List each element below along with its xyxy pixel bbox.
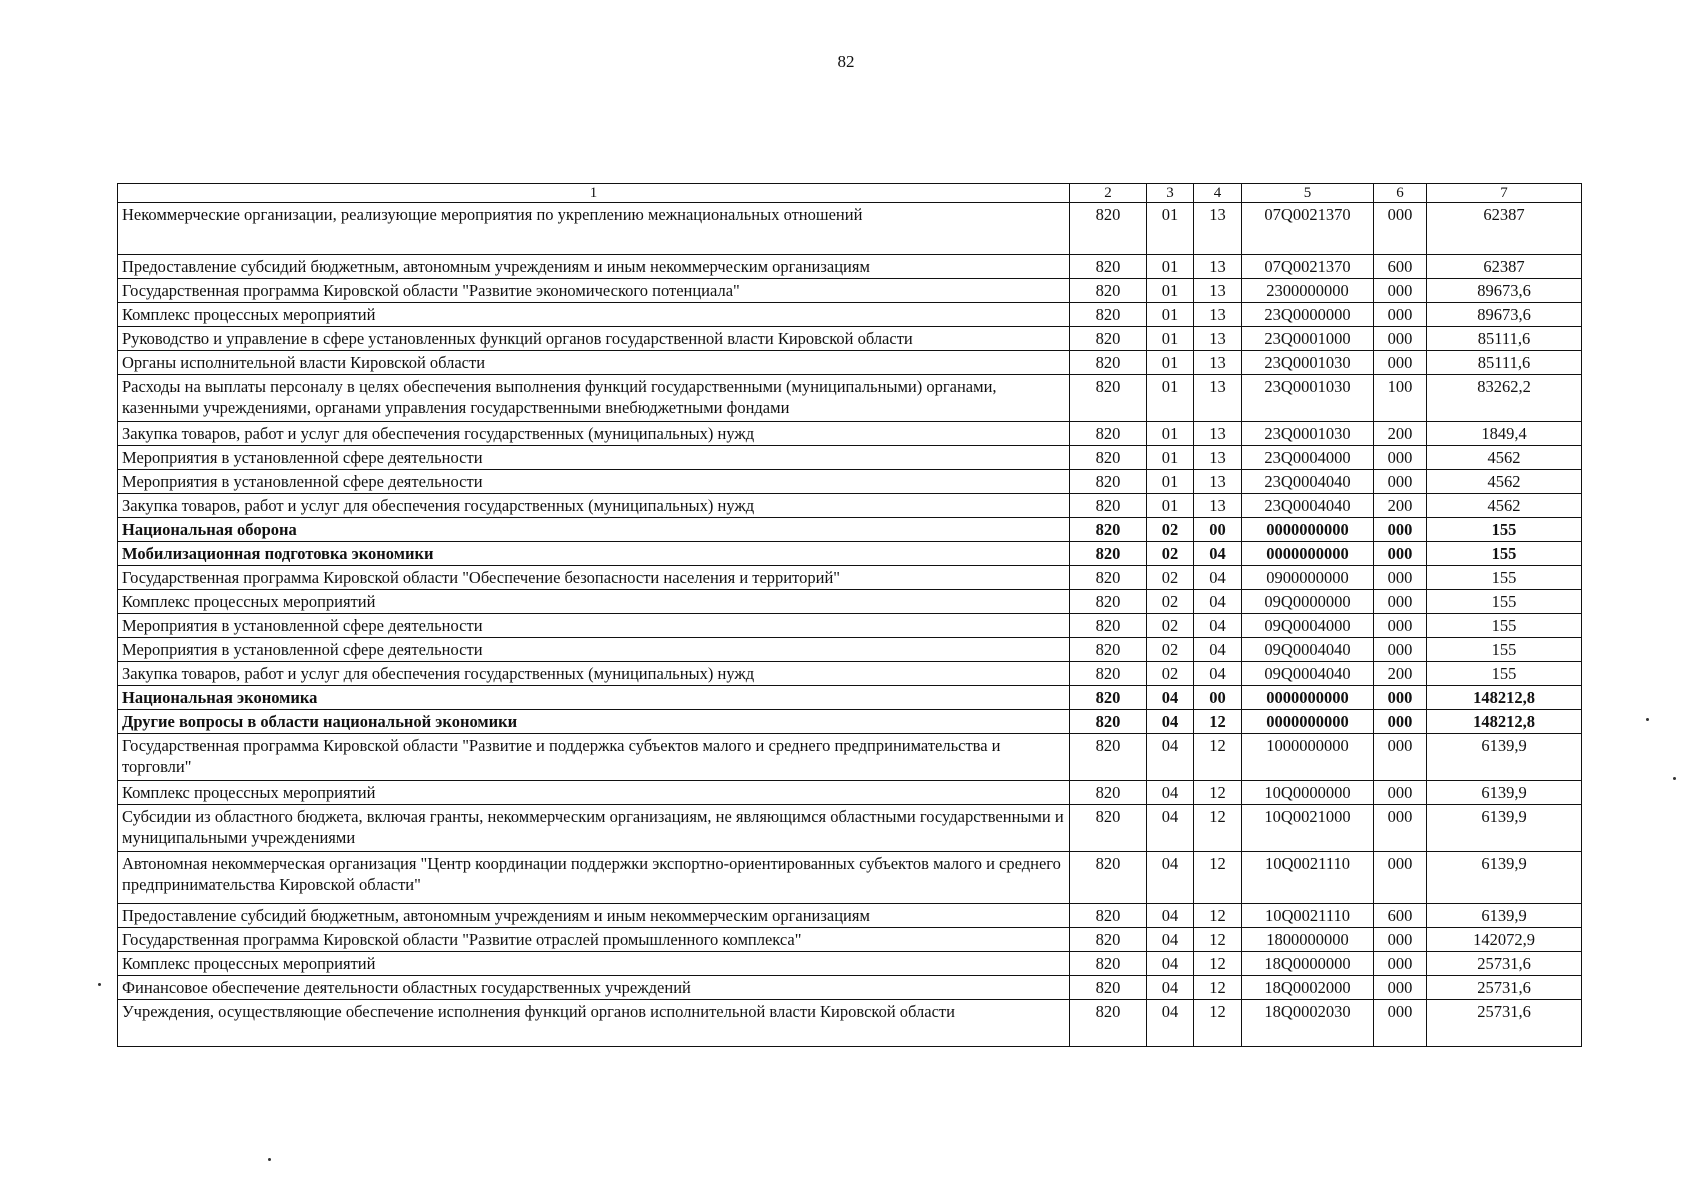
cell-col-5: 23Q0001000 [1242, 327, 1374, 351]
cell-col-5: 0000000000 [1242, 518, 1374, 542]
cell-col-5: 09Q0004000 [1242, 614, 1374, 638]
cell-col-2: 820 [1070, 203, 1147, 255]
cell-col-6: 000 [1374, 614, 1427, 638]
cell-col-2: 820 [1070, 976, 1147, 1000]
cell-col-4: 13 [1194, 203, 1242, 255]
cell-col-6: 000 [1374, 710, 1427, 734]
table-row [118, 734, 1582, 781]
cell-col-7: 155 [1427, 590, 1582, 614]
cell-col-4: 04 [1194, 542, 1242, 566]
cell-col-2: 820 [1070, 734, 1147, 781]
cell-col-3: 02 [1147, 662, 1194, 686]
cell-col-3: 04 [1147, 686, 1194, 710]
cell-col-6: 000 [1374, 203, 1427, 255]
cell-col-3: 04 [1147, 852, 1194, 904]
table-row [118, 662, 1582, 686]
cell-col-5: 23Q0004040 [1242, 494, 1374, 518]
cell-col-3: 04 [1147, 952, 1194, 976]
cell-col-3: 01 [1147, 422, 1194, 446]
cell-col-5: 09Q0004040 [1242, 662, 1374, 686]
cell-col-6: 000 [1374, 566, 1427, 590]
cell-col-3: 02 [1147, 638, 1194, 662]
cell-col-4: 12 [1194, 781, 1242, 805]
cell-col-2: 820 [1070, 518, 1147, 542]
cell-col-5: 1000000000 [1242, 734, 1374, 781]
cell-name: Закупка товаров, работ и услуг для обеспечения государственных (муниципальных) нужд [118, 422, 1070, 446]
cell-col-7: 148212,8 [1427, 686, 1582, 710]
cell-col-4: 04 [1194, 566, 1242, 590]
cell-col-3: 04 [1147, 928, 1194, 952]
cell-name: Государственная программа Кировской области "Развитие отраслей промышленного комплекса" [118, 928, 1070, 952]
cell-col-3: 04 [1147, 805, 1194, 852]
cell-col-7: 155 [1427, 566, 1582, 590]
cell-col-4: 13 [1194, 279, 1242, 303]
cell-name: Расходы на выплаты персоналу в целях обеспечения выполнения функций государственными (муниципальными) органами, казенными учреждениями, органами управления государственными внебюджетными фондами [118, 375, 1070, 422]
cell-col-6: 000 [1374, 805, 1427, 852]
cell-col-5: 23Q0000000 [1242, 303, 1374, 327]
cell-col-7: 25731,6 [1427, 976, 1582, 1000]
cell-col-2: 820 [1070, 928, 1147, 952]
cell-col-5: 1800000000 [1242, 928, 1374, 952]
cell-col-2: 820 [1070, 566, 1147, 590]
cell-col-7: 155 [1427, 638, 1582, 662]
cell-col-4: 13 [1194, 351, 1242, 375]
cell-name: Автономная некоммерческая организация "Центр координации поддержки экспортно-ориентированных субъектов малого и среднего предпринимательства Кировской области" [118, 852, 1070, 904]
table-row [118, 686, 1582, 710]
cell-col-3: 02 [1147, 614, 1194, 638]
cell-col-2: 820 [1070, 303, 1147, 327]
cell-col-7: 89673,6 [1427, 303, 1582, 327]
table-row [118, 710, 1582, 734]
budget-table [117, 183, 1582, 1047]
table-row [118, 375, 1582, 422]
table-row [118, 542, 1582, 566]
header-col-1: 1 [118, 184, 1070, 203]
cell-name: Государственная программа Кировской области "Развитие и поддержка субъектов малого и среднего предпринимательства и торговли" [118, 734, 1070, 781]
table-row [118, 928, 1582, 952]
cell-col-4: 04 [1194, 638, 1242, 662]
cell-name: Государственная программа Кировской области "Развитие экономического потенциала" [118, 279, 1070, 303]
cell-col-4: 12 [1194, 710, 1242, 734]
cell-col-3: 01 [1147, 203, 1194, 255]
cell-col-4: 12 [1194, 928, 1242, 952]
cell-col-7: 25731,6 [1427, 952, 1582, 976]
cell-col-6: 000 [1374, 303, 1427, 327]
cell-col-6: 000 [1374, 686, 1427, 710]
cell-col-4: 00 [1194, 686, 1242, 710]
cell-col-4: 12 [1194, 805, 1242, 852]
cell-col-7: 6139,9 [1427, 852, 1582, 904]
cell-col-3: 01 [1147, 351, 1194, 375]
cell-name: Комплекс процессных мероприятий [118, 952, 1070, 976]
cell-col-6: 000 [1374, 976, 1427, 1000]
table-row [118, 566, 1582, 590]
cell-col-4: 04 [1194, 614, 1242, 638]
cell-col-2: 820 [1070, 904, 1147, 928]
table-row [118, 904, 1582, 928]
cell-col-7: 4562 [1427, 470, 1582, 494]
cell-col-6: 600 [1374, 255, 1427, 279]
scan-speck [98, 983, 101, 986]
cell-col-7: 85111,6 [1427, 327, 1582, 351]
cell-col-5: 23Q0001030 [1242, 351, 1374, 375]
cell-col-2: 820 [1070, 422, 1147, 446]
cell-col-4: 13 [1194, 327, 1242, 351]
cell-col-4: 04 [1194, 662, 1242, 686]
cell-col-3: 02 [1147, 542, 1194, 566]
cell-name: Мероприятия в установленной сфере деятельности [118, 446, 1070, 470]
page-number: 82 [837, 52, 855, 71]
cell-col-6: 600 [1374, 904, 1427, 928]
table-row [118, 351, 1582, 375]
cell-col-3: 01 [1147, 494, 1194, 518]
cell-col-3: 04 [1147, 734, 1194, 781]
table-row [118, 494, 1582, 518]
cell-col-3: 01 [1147, 303, 1194, 327]
cell-col-3: 01 [1147, 255, 1194, 279]
table-row [118, 470, 1582, 494]
cell-col-2: 820 [1070, 638, 1147, 662]
table-row [118, 279, 1582, 303]
header-col-7: 7 [1427, 184, 1582, 203]
cell-col-6: 000 [1374, 928, 1427, 952]
cell-col-2: 820 [1070, 710, 1147, 734]
cell-col-6: 000 [1374, 351, 1427, 375]
cell-name: Закупка товаров, работ и услуг для обеспечения государственных (муниципальных) нужд [118, 662, 1070, 686]
cell-col-7: 142072,9 [1427, 928, 1582, 952]
cell-col-2: 820 [1070, 805, 1147, 852]
cell-name: Закупка товаров, работ и услуг для обеспечения государственных (муниципальных) нужд [118, 494, 1070, 518]
cell-col-5: 23Q0001030 [1242, 375, 1374, 422]
cell-col-7: 6139,9 [1427, 904, 1582, 928]
cell-col-6: 000 [1374, 852, 1427, 904]
cell-col-7: 4562 [1427, 446, 1582, 470]
table-row [118, 518, 1582, 542]
cell-col-3: 02 [1147, 518, 1194, 542]
scan-speck [1673, 777, 1676, 780]
cell-name: Мероприятия в установленной сфере деятельности [118, 470, 1070, 494]
cell-name: Комплекс процессных мероприятий [118, 590, 1070, 614]
cell-col-7: 4562 [1427, 494, 1582, 518]
cell-col-5: 18Q0002030 [1242, 1000, 1374, 1047]
cell-col-6: 000 [1374, 279, 1427, 303]
cell-col-3: 04 [1147, 781, 1194, 805]
cell-col-5: 0000000000 [1242, 710, 1374, 734]
cell-col-5: 10Q0000000 [1242, 781, 1374, 805]
cell-col-6: 000 [1374, 638, 1427, 662]
cell-name: Некоммерческие организации, реализующие мероприятия по укреплению межнациональных отношений [118, 203, 1070, 255]
table-row [118, 446, 1582, 470]
table-row [118, 327, 1582, 351]
cell-col-2: 820 [1070, 590, 1147, 614]
cell-name: Национальная оборона [118, 518, 1070, 542]
cell-col-7: 25731,6 [1427, 1000, 1582, 1047]
table-row [118, 303, 1582, 327]
cell-col-2: 820 [1070, 614, 1147, 638]
cell-col-6: 100 [1374, 375, 1427, 422]
cell-name: Финансовое обеспечение деятельности областных государственных учреждений [118, 976, 1070, 1000]
cell-name: Руководство и управление в сфере установленных функций органов государственной власти Кировской области [118, 327, 1070, 351]
cell-col-3: 01 [1147, 279, 1194, 303]
cell-col-4: 13 [1194, 255, 1242, 279]
cell-name: Предоставление субсидий бюджетным, автономным учреждениям и иным некоммерческим организациям [118, 904, 1070, 928]
header-col-6: 6 [1374, 184, 1427, 203]
cell-col-3: 04 [1147, 976, 1194, 1000]
cell-col-4: 00 [1194, 518, 1242, 542]
cell-col-3: 04 [1147, 904, 1194, 928]
cell-col-2: 820 [1070, 952, 1147, 976]
cell-col-2: 820 [1070, 446, 1147, 470]
cell-col-4: 04 [1194, 590, 1242, 614]
table-row [118, 422, 1582, 446]
table-row [118, 614, 1582, 638]
cell-col-4: 13 [1194, 375, 1242, 422]
cell-col-2: 820 [1070, 255, 1147, 279]
cell-col-3: 02 [1147, 566, 1194, 590]
cell-col-7: 155 [1427, 614, 1582, 638]
cell-col-5: 09Q0004040 [1242, 638, 1374, 662]
cell-name: Мобилизационная подготовка экономики [118, 542, 1070, 566]
cell-col-4: 12 [1194, 734, 1242, 781]
cell-name: Учреждения, осуществляющие обеспечение исполнения функций органов исполнительной власти Кировской области [118, 1000, 1070, 1047]
cell-col-2: 820 [1070, 852, 1147, 904]
cell-col-7: 148212,8 [1427, 710, 1582, 734]
cell-name: Национальная экономика [118, 686, 1070, 710]
cell-col-4: 13 [1194, 446, 1242, 470]
cell-name: Предоставление субсидий бюджетным, автономным учреждениям и иным некоммерческим организациям [118, 255, 1070, 279]
cell-col-7: 155 [1427, 542, 1582, 566]
cell-col-5: 0000000000 [1242, 686, 1374, 710]
cell-col-7: 155 [1427, 518, 1582, 542]
table-row [118, 203, 1582, 255]
cell-col-7: 1849,4 [1427, 422, 1582, 446]
cell-name: Мероприятия в установленной сфере деятельности [118, 638, 1070, 662]
cell-col-7: 85111,6 [1427, 351, 1582, 375]
cell-col-5: 0900000000 [1242, 566, 1374, 590]
cell-col-2: 820 [1070, 662, 1147, 686]
cell-col-5: 10Q0021000 [1242, 805, 1374, 852]
header-col-3: 3 [1147, 184, 1194, 203]
cell-col-5: 23Q0004040 [1242, 470, 1374, 494]
cell-col-6: 000 [1374, 734, 1427, 781]
cell-col-7: 62387 [1427, 255, 1582, 279]
cell-col-4: 13 [1194, 470, 1242, 494]
cell-col-5: 23Q0001030 [1242, 422, 1374, 446]
cell-name: Комплекс процессных мероприятий [118, 303, 1070, 327]
cell-col-6: 000 [1374, 952, 1427, 976]
cell-col-6: 000 [1374, 542, 1427, 566]
cell-col-3: 01 [1147, 327, 1194, 351]
cell-col-7: 6139,9 [1427, 734, 1582, 781]
cell-col-5: 07Q0021370 [1242, 203, 1374, 255]
cell-col-4: 12 [1194, 976, 1242, 1000]
cell-col-2: 820 [1070, 686, 1147, 710]
table-row [118, 781, 1582, 805]
cell-col-6: 000 [1374, 446, 1427, 470]
cell-col-6: 000 [1374, 1000, 1427, 1047]
table-row [118, 638, 1582, 662]
cell-col-2: 820 [1070, 1000, 1147, 1047]
cell-col-6: 000 [1374, 781, 1427, 805]
cell-col-6: 000 [1374, 518, 1427, 542]
cell-col-2: 820 [1070, 542, 1147, 566]
cell-col-2: 820 [1070, 375, 1147, 422]
cell-col-5: 18Q0000000 [1242, 952, 1374, 976]
cell-col-5: 18Q0002000 [1242, 976, 1374, 1000]
cell-col-4: 12 [1194, 1000, 1242, 1047]
cell-col-7: 62387 [1427, 203, 1582, 255]
cell-col-2: 820 [1070, 327, 1147, 351]
table-row [118, 590, 1582, 614]
cell-col-5: 10Q0021110 [1242, 904, 1374, 928]
scan-speck [268, 1158, 271, 1161]
cell-col-3: 01 [1147, 375, 1194, 422]
cell-col-4: 13 [1194, 422, 1242, 446]
header-col-4: 4 [1194, 184, 1242, 203]
cell-col-6: 000 [1374, 470, 1427, 494]
cell-col-3: 04 [1147, 710, 1194, 734]
cell-col-4: 13 [1194, 494, 1242, 518]
cell-col-7: 6139,9 [1427, 805, 1582, 852]
cell-col-6: 200 [1374, 494, 1427, 518]
header-row [118, 184, 1582, 203]
header-col-5: 5 [1242, 184, 1374, 203]
table-row [118, 952, 1582, 976]
cell-col-4: 13 [1194, 303, 1242, 327]
cell-col-5: 23Q0004000 [1242, 446, 1374, 470]
cell-name: Комплекс процессных мероприятий [118, 781, 1070, 805]
cell-name: Мероприятия в установленной сфере деятельности [118, 614, 1070, 638]
table-row [118, 852, 1582, 904]
cell-name: Субсидии из областного бюджета, включая гранты, некоммерческим организациям, не являющимся областными государственными и муниципальными учреждениями [118, 805, 1070, 852]
cell-name: Органы исполнительной власти Кировской области [118, 351, 1070, 375]
table-body [118, 203, 1582, 1047]
table-row [118, 805, 1582, 852]
cell-col-6: 200 [1374, 662, 1427, 686]
cell-col-2: 820 [1070, 781, 1147, 805]
cell-col-2: 820 [1070, 470, 1147, 494]
cell-col-2: 820 [1070, 279, 1147, 303]
cell-col-2: 820 [1070, 351, 1147, 375]
header-col-2: 2 [1070, 184, 1147, 203]
cell-name: Государственная программа Кировской области "Обеспечение безопасности населения и территорий" [118, 566, 1070, 590]
cell-col-4: 12 [1194, 952, 1242, 976]
table-row [118, 255, 1582, 279]
cell-col-7: 6139,9 [1427, 781, 1582, 805]
cell-col-3: 02 [1147, 590, 1194, 614]
cell-name: Другие вопросы в области национальной экономики [118, 710, 1070, 734]
cell-col-3: 01 [1147, 446, 1194, 470]
cell-col-5: 10Q0021110 [1242, 852, 1374, 904]
table-row [118, 976, 1582, 1000]
cell-col-6: 000 [1374, 327, 1427, 351]
table-row [118, 1000, 1582, 1047]
cell-col-3: 01 [1147, 470, 1194, 494]
cell-col-5: 09Q0000000 [1242, 590, 1374, 614]
cell-col-4: 12 [1194, 852, 1242, 904]
cell-col-6: 000 [1374, 590, 1427, 614]
cell-col-4: 12 [1194, 904, 1242, 928]
cell-col-3: 04 [1147, 1000, 1194, 1047]
scan-speck [1646, 718, 1649, 721]
cell-col-7: 83262,2 [1427, 375, 1582, 422]
cell-col-2: 820 [1070, 494, 1147, 518]
cell-col-5: 0000000000 [1242, 542, 1374, 566]
cell-col-7: 155 [1427, 662, 1582, 686]
cell-col-5: 2300000000 [1242, 279, 1374, 303]
cell-col-5: 07Q0021370 [1242, 255, 1374, 279]
cell-col-7: 89673,6 [1427, 279, 1582, 303]
cell-col-6: 200 [1374, 422, 1427, 446]
